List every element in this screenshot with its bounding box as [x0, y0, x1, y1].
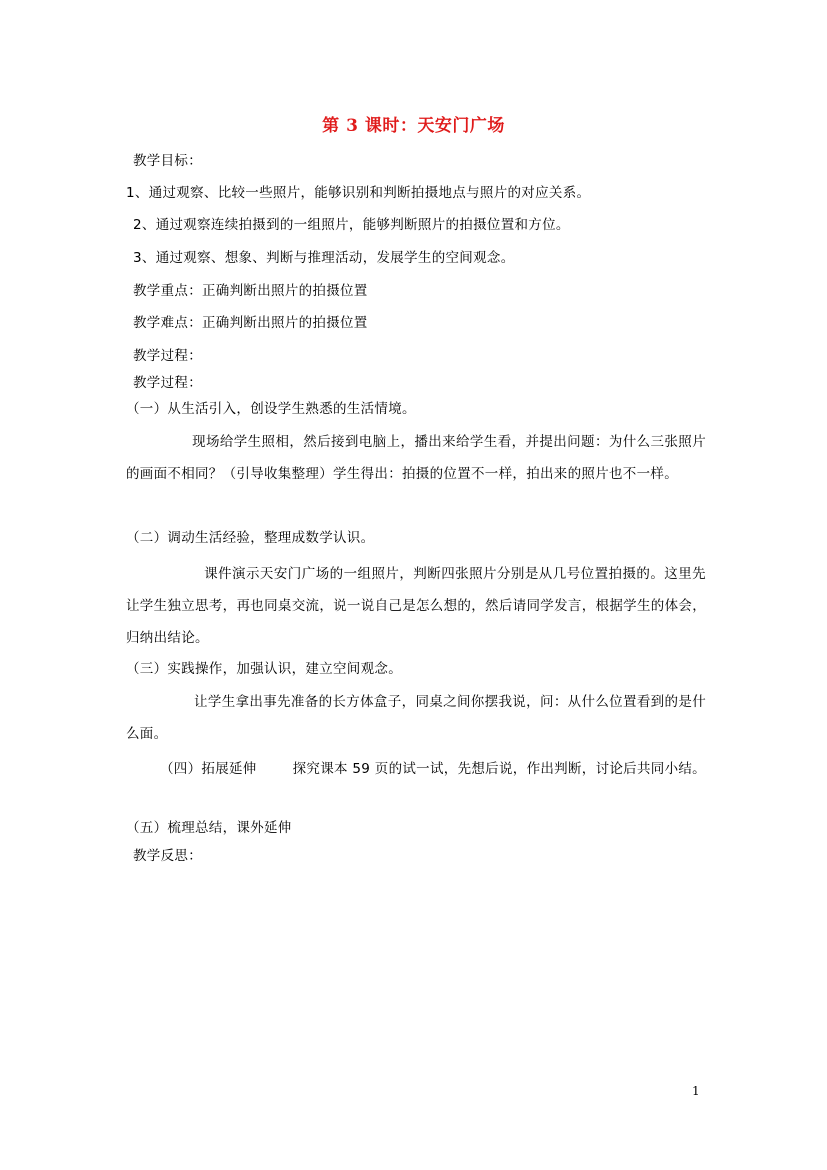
- section-2-body: [126, 558, 706, 654]
- process-heading-2: 教学过程：: [133, 375, 202, 391]
- section-4-heading: （四）拓展延伸: [160, 761, 257, 777]
- objective-item-3: 3、通过观察、想象、判断与推理活动，发展学生的空间观念。: [133, 250, 515, 266]
- section-1-text: 现场给学生照相，然后接到电脑上，播出来给学生看，并提出问题：为什么三张照片的画面不相同？（引导收集整理）学生得出：拍摄的位置不一样，拍出来的照片也不一样。: [126, 434, 706, 482]
- section-3-body: [126, 686, 706, 750]
- section-3-heading: （三）实践操作，加强认识，建立空间观念。: [126, 661, 402, 677]
- difficult-point: 教学难点：正确判断出照片的拍摄位置: [133, 315, 368, 331]
- page-number: 1: [692, 1084, 700, 1098]
- section-3-text: 让学生拿出事先准备的长方体盒子，同桌之间你摆我说，问：从什么位置看到的是什么面。: [126, 694, 706, 742]
- section-5-heading: （五）梳理总结，课外延伸: [126, 820, 292, 836]
- section-1-heading: （一）从生活引入，创设学生熟悉的生活情境。: [126, 401, 416, 417]
- section-2-heading: （二）调动生活经验，整理成数学认识。: [126, 530, 375, 546]
- objectives-heading: 教学目标：: [133, 153, 202, 169]
- section-4-block: [126, 753, 706, 785]
- objective-item-2: 2、通过观察连续拍摄到的一组照片，能够判断照片的拍摄位置和方位。: [133, 217, 570, 233]
- section-2-text: 课件演示天安门广场的一组照片，判断四张照片分别是从几号位置拍摄的。这里先让学生独立思考，再也同桌交流，说一说自己是怎么想的，然后请同学发言，根据学生的体会，归纳出结论。: [126, 566, 706, 646]
- key-point: 教学重点：正确判断出照片的拍摄位置: [133, 283, 368, 299]
- process-heading-1: 教学过程：: [133, 348, 202, 364]
- reflection-heading: 教学反思：: [133, 848, 202, 864]
- page-title: 第 3 课时：天安门广场: [322, 116, 505, 136]
- section-1-body: [126, 426, 706, 490]
- section-4-text: 探究课本 59 页的试一试，先想后说，作出判断，讨论后共同小结。: [292, 761, 706, 777]
- objective-item-1: 1、通过观察、比较一些照片，能够识别和判断拍摄地点与照片的对应关系。: [126, 185, 591, 201]
